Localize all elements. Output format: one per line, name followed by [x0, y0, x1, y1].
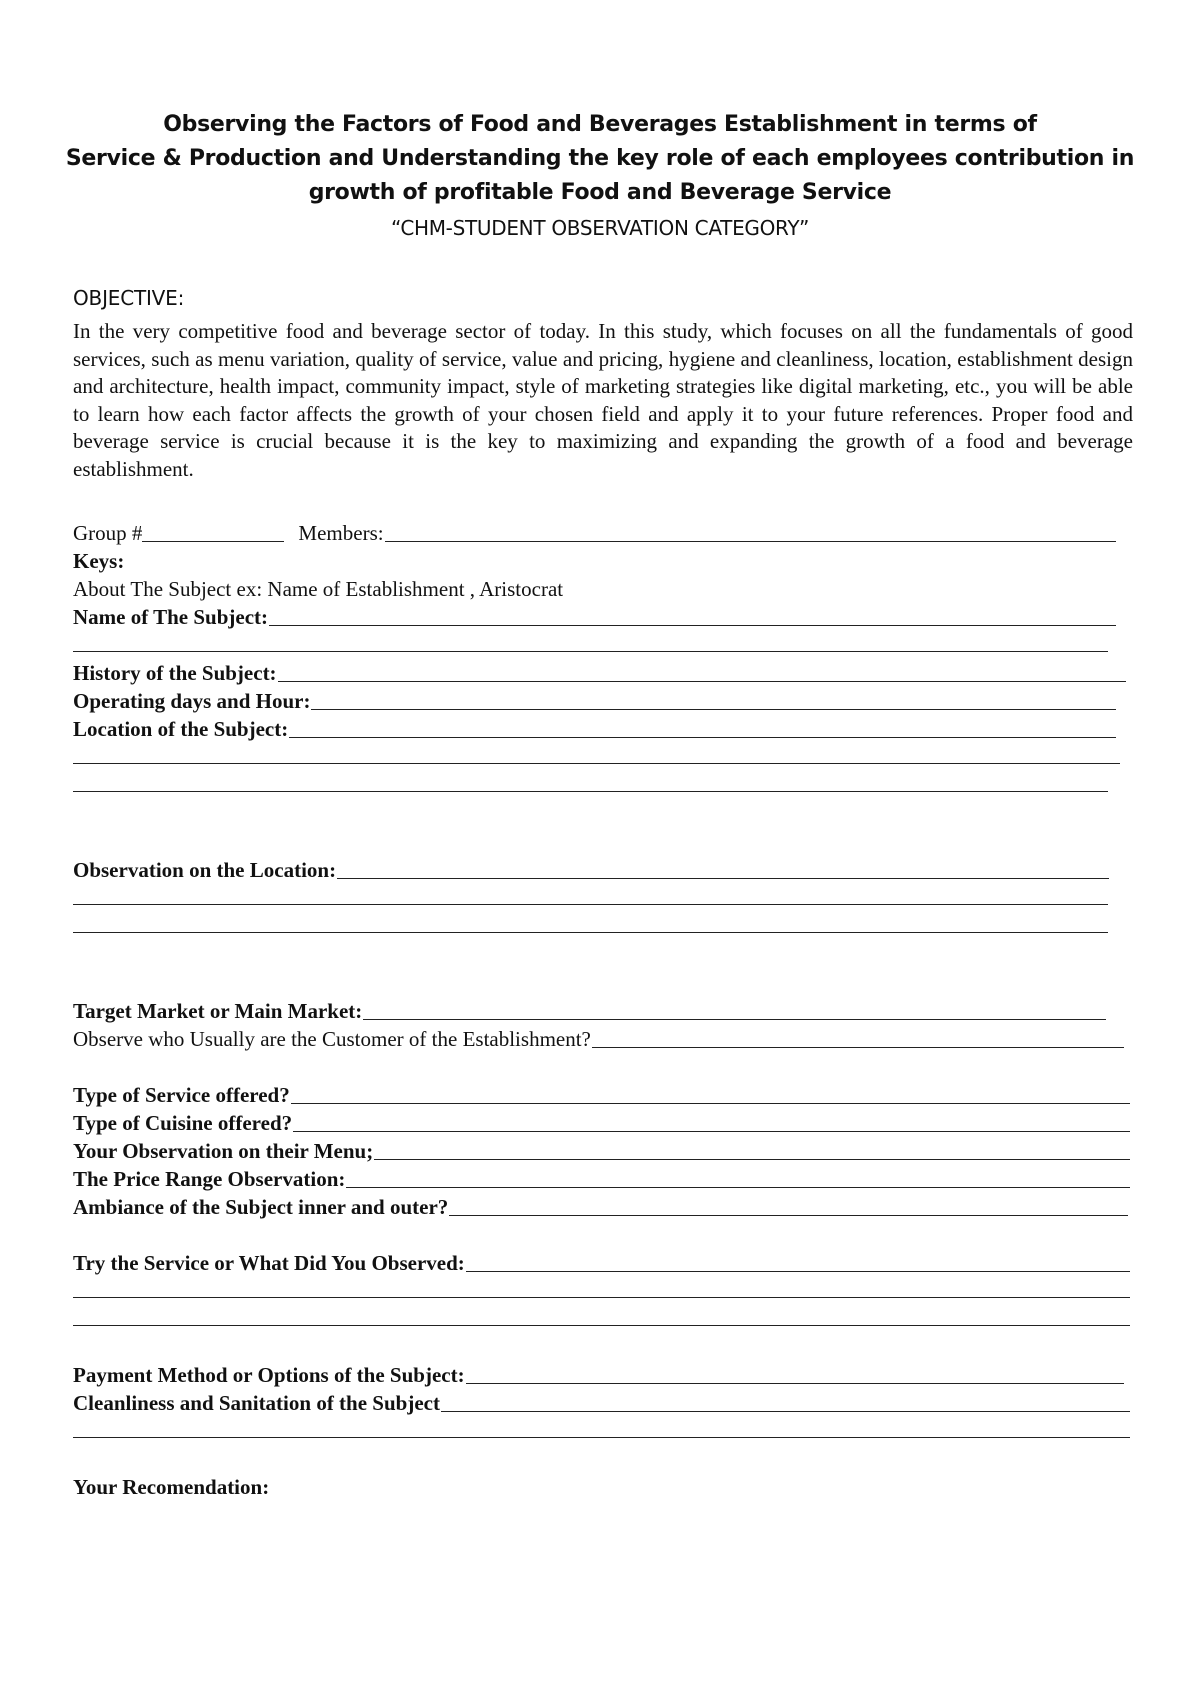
cuisine-type-row [73, 1108, 1130, 1136]
name-continuation-line[interactable] [73, 650, 1108, 652]
target-market-field[interactable] [363, 1018, 1106, 1020]
customer-row [73, 1024, 1124, 1052]
name-field[interactable] [269, 624, 1116, 626]
try-service-line-3[interactable] [73, 1324, 1130, 1326]
service-type-label: Type of Service offered? [73, 1083, 290, 1107]
recommendation-row [73, 1472, 269, 1500]
observation-location-line-2[interactable] [73, 903, 1108, 905]
history-row [73, 658, 1126, 686]
name-label: Name of The Subject: [73, 605, 269, 629]
group-members-row [73, 518, 1116, 546]
operating-row [73, 686, 1116, 714]
try-service-label: Try the Service or What Did You Observed: [73, 1251, 465, 1275]
cleanliness-label: Cleanliness and Sanitation of the Subject [73, 1391, 440, 1415]
menu-field[interactable] [374, 1158, 1130, 1160]
cleanliness-row [73, 1388, 1130, 1416]
menu-row [73, 1136, 1130, 1164]
try-service-row [73, 1248, 1130, 1276]
document-title-line-2: Service & Production and Understanding the key role of each employees contribution in [65, 146, 1135, 171]
observation-location-line-3[interactable] [73, 931, 1108, 933]
customer-label: Observe who Usually are the Customer of the Establishment? [73, 1027, 591, 1051]
ambiance-row [73, 1192, 1128, 1220]
observation-location-label: Observation on the Location: [73, 858, 337, 882]
ambiance-field[interactable] [449, 1214, 1128, 1216]
location-row [73, 714, 1116, 742]
history-label: History of the Subject: [73, 661, 277, 685]
keys-label: Keys: [73, 549, 125, 573]
observation-location-field[interactable] [337, 877, 1109, 879]
location-field[interactable] [289, 736, 1116, 738]
cleanliness-line-2[interactable] [73, 1436, 1130, 1438]
cuisine-type-label: Type of Cuisine offered? [73, 1111, 293, 1135]
objective-text: In the very competitive food and beverage sector of today. In this study, which focuses on all the fundamentals of good services, such as menu variation, quality of service, value and pricing, hygiene and cleanliness, location, establishment design and architecture, health impact, community impact, style of marketing strategies like digital marketing, etc., you will be able to learn how each factor affects the growth of your chosen field and apply it to your future references. Proper food and beverage service is crucial because it is the key to maximizing and expanding the growth of a food and beverage establishment. [73, 319, 1133, 481]
keys-note-row [73, 574, 563, 602]
members-field[interactable] [385, 540, 1116, 542]
ambiance-label: Ambiance of the Subject inner and outer? [73, 1195, 449, 1219]
service-type-row [73, 1080, 1130, 1108]
customer-field[interactable] [592, 1046, 1124, 1048]
history-field[interactable] [278, 680, 1126, 682]
menu-label: Your Observation on their Menu; [73, 1139, 374, 1163]
operating-field[interactable] [311, 708, 1116, 710]
payment-row [73, 1360, 1124, 1388]
target-market-label: Target Market or Main Market: [73, 999, 363, 1023]
observation-category: “CHM-STUDENT OBSERVATION CATEGORY” [390, 216, 810, 240]
try-service-field[interactable] [466, 1270, 1130, 1272]
payment-label: Payment Method or Options of the Subject: [73, 1363, 465, 1387]
price-label: The Price Range Observation: [73, 1167, 346, 1191]
location-line-2[interactable] [73, 762, 1120, 764]
document-title-line-3: growth of profitable Food and Beverage Service [308, 180, 892, 205]
price-field[interactable] [346, 1186, 1130, 1188]
name-row [73, 602, 1116, 630]
location-line-3[interactable] [73, 790, 1108, 792]
location-label: Location of the Subject: [73, 717, 289, 741]
group-label: Group # [73, 521, 143, 545]
price-row [73, 1164, 1130, 1192]
members-label: Members: [298, 521, 384, 545]
cleanliness-field[interactable] [441, 1410, 1130, 1412]
recommendation-label: Your Recomendation: [73, 1475, 270, 1499]
objective-heading: OBJECTIVE: [73, 286, 185, 310]
try-service-line-2[interactable] [73, 1296, 1130, 1298]
document-title-line-1: Observing the Factors of Food and Beverages Establishment in terms of [163, 112, 1037, 137]
group-number-field[interactable] [142, 540, 284, 542]
target-market-row [73, 996, 1106, 1024]
operating-label: Operating days and Hour: [73, 689, 311, 713]
keys-note: About The Subject ex: Name of Establishment , Aristocrat [73, 577, 564, 601]
keys-row [73, 546, 124, 574]
observation-location-row [73, 855, 1109, 883]
cuisine-type-field[interactable] [293, 1130, 1130, 1132]
service-type-field[interactable] [291, 1102, 1130, 1104]
payment-field[interactable] [466, 1382, 1124, 1384]
